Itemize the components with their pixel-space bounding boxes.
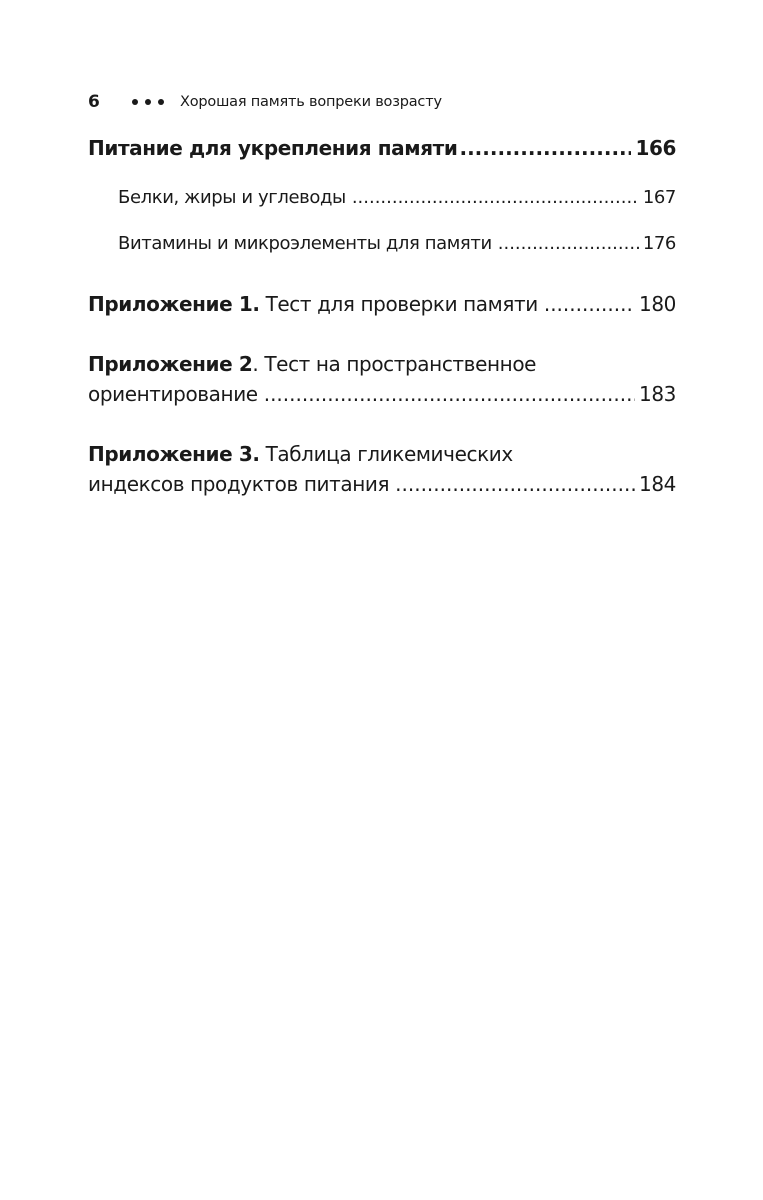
dot-leader (395, 469, 635, 499)
running-header (88, 90, 442, 114)
toc-chapter-entry (88, 133, 676, 167)
appendix-label-suffix: . (252, 352, 259, 376)
toc-page-number: 166 (635, 136, 676, 160)
dot-leader (544, 289, 635, 319)
toc-page-number: 176 (642, 233, 676, 254)
appendix-label: Приложение 3. (88, 442, 260, 466)
dot-leader (352, 183, 639, 213)
toc-appendix-entry (88, 289, 676, 319)
appendix-title: Таблица гликемических (265, 442, 513, 466)
dot-icon (158, 99, 164, 105)
toc-appendix-text (88, 289, 538, 319)
toc-section-title: Белки, жиры и углеводы (118, 187, 346, 208)
appendix-title: Тест на пространственное (264, 352, 537, 376)
dot-leader (459, 133, 631, 163)
table-of-contents (88, 133, 676, 499)
toc-page-number: 184 (639, 472, 676, 496)
toc-page-number: 167 (642, 187, 676, 208)
toc-section-entry (88, 229, 676, 259)
toc-appendix-entry-line1 (88, 349, 676, 379)
dot-leader (498, 229, 639, 259)
dot-icon (132, 99, 138, 105)
appendix-label: Приложение 2 (88, 352, 253, 376)
appendix-title: Тест для проверки памяти (265, 292, 538, 316)
header-ornament-dots (132, 99, 164, 105)
toc-page-number: 180 (639, 292, 676, 316)
dot-icon (145, 99, 151, 105)
toc-appendix-entry-line2 (88, 379, 676, 409)
toc-appendix-entry-line1 (88, 439, 676, 469)
toc-section-title: Витамины и микроэлементы для памяти (118, 233, 492, 254)
appendix-label: Приложение 1. (88, 292, 260, 316)
toc-page-number: 183 (639, 382, 676, 406)
toc-chapter-title: Питание для укрепления памяти (88, 136, 458, 160)
page-number: 6 (88, 92, 100, 112)
running-title: Хорошая память вопреки возрасту (180, 94, 442, 110)
appendix-title-continued: индексов продуктов питания (88, 472, 390, 496)
toc-section-entry (88, 183, 676, 213)
toc-appendix-entry-line2 (88, 469, 676, 499)
appendix-title-continued: ориентирование (88, 382, 258, 406)
dot-leader (264, 379, 635, 409)
